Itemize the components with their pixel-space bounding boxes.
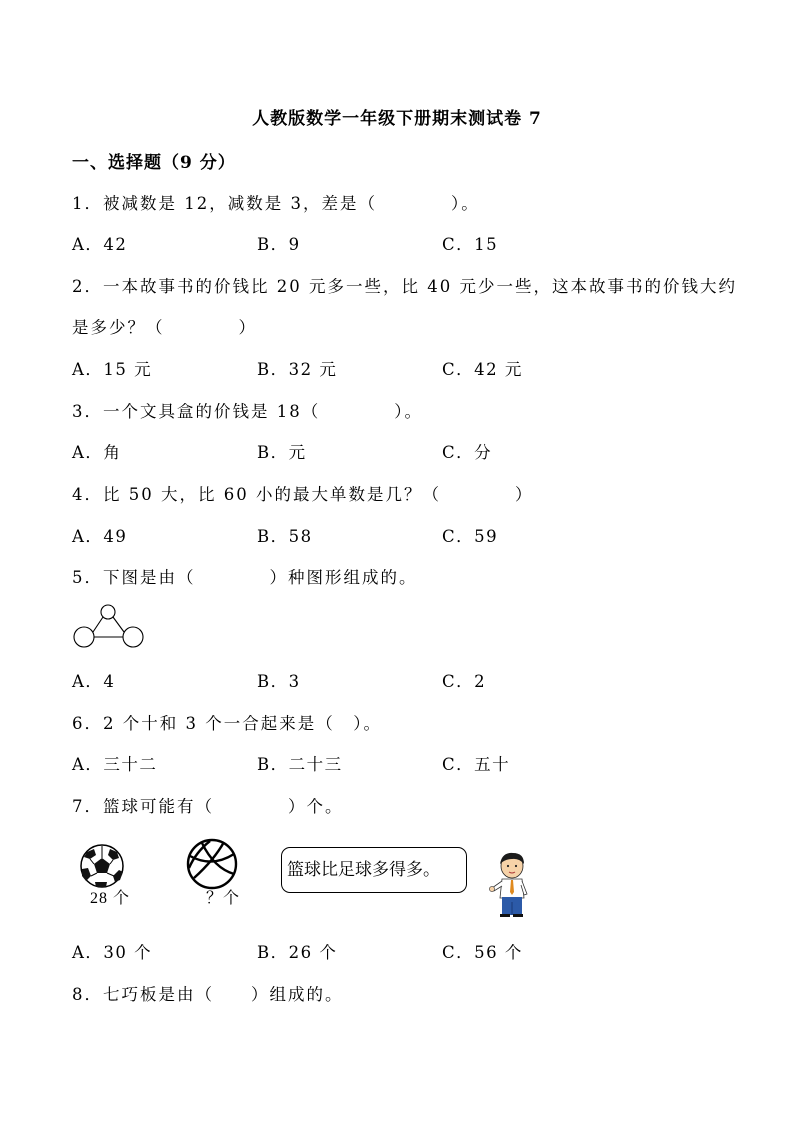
soccer-ball-icon bbox=[79, 843, 125, 889]
option-b[interactable]: B．26 个 bbox=[257, 943, 338, 962]
question-3-stem: 3．一个文具盒的价钱是 18（ ）。 bbox=[72, 402, 423, 421]
triangle-side-right bbox=[113, 617, 124, 632]
option-b[interactable]: B．9 bbox=[257, 235, 301, 254]
question-6-stem: 6．2 个十和 3 个一合起来是（ ）。 bbox=[72, 714, 382, 733]
speech-bubble bbox=[281, 847, 467, 893]
question-2-stem-line1: 2．一本故事书的价钱比 20 元多一些，比 40 元少一些，这本故事书的价钱大约 bbox=[72, 277, 737, 296]
option-a[interactable]: A．15 元 bbox=[72, 360, 153, 379]
right-circle bbox=[123, 627, 143, 647]
option-c[interactable]: C．56 个 bbox=[442, 943, 523, 962]
option-b[interactable]: B．32 元 bbox=[257, 360, 338, 379]
circles-triangle-figure bbox=[72, 603, 148, 651]
question-1-options bbox=[72, 231, 672, 255]
option-c[interactable]: C．2 bbox=[442, 672, 487, 691]
option-a[interactable]: A．30 个 bbox=[72, 943, 153, 962]
option-b[interactable]: B．元 bbox=[257, 443, 307, 462]
option-a[interactable]: A．角 bbox=[72, 443, 122, 462]
question-7-options bbox=[72, 939, 672, 963]
question-4-stem: 4．比 50 大，比 60 小的最大单数是几？（ ） bbox=[72, 485, 534, 504]
option-c[interactable]: C．59 bbox=[442, 527, 499, 546]
page-title: 人教版数学一年级下册期末测试卷 7 bbox=[252, 109, 542, 129]
teacher-figure-icon bbox=[486, 852, 532, 918]
question-6-options bbox=[72, 751, 672, 775]
top-circle bbox=[101, 605, 115, 619]
question-2-options bbox=[72, 356, 672, 380]
option-a[interactable]: A．42 bbox=[72, 235, 128, 254]
option-c[interactable]: C．42 元 bbox=[442, 360, 523, 379]
option-b[interactable]: B．58 bbox=[257, 527, 313, 546]
option-c[interactable]: C．分 bbox=[442, 443, 493, 462]
basketball-count-caption: ？个 bbox=[206, 890, 241, 907]
speech-text: 篮球比足球多得多。 bbox=[287, 860, 440, 880]
option-a[interactable]: A．4 bbox=[72, 672, 116, 691]
option-c[interactable]: C．15 bbox=[442, 235, 499, 254]
question-8-stem: 8．七巧板是由（ ）组成的。 bbox=[72, 985, 344, 1004]
soccer-count-caption: 28 个 bbox=[90, 890, 131, 907]
left-circle bbox=[74, 627, 94, 647]
option-a[interactable]: A．三十二 bbox=[72, 755, 158, 774]
question-7-stem: 7．篮球可能有（ ）个。 bbox=[72, 797, 344, 816]
section-heading: 一、选择题（9 分） bbox=[72, 153, 236, 173]
option-b[interactable]: B．3 bbox=[257, 672, 301, 691]
basketball-icon bbox=[186, 838, 240, 890]
question-1-stem: 1．被减数是 12，减数是 3，差是（ ）。 bbox=[72, 194, 480, 213]
question-4-options bbox=[72, 523, 672, 547]
question-5-stem: 5．下图是由（ ）种图形组成的。 bbox=[72, 568, 418, 587]
question-5-options bbox=[72, 668, 672, 692]
question-3-options bbox=[72, 439, 672, 463]
option-c[interactable]: C．五十 bbox=[442, 755, 511, 774]
option-b[interactable]: B．二十三 bbox=[257, 755, 343, 774]
option-a[interactable]: A．49 bbox=[72, 527, 128, 546]
triangle-side-left bbox=[93, 617, 103, 632]
question-2-stem-line2: 是多少？（ ） bbox=[72, 318, 257, 337]
